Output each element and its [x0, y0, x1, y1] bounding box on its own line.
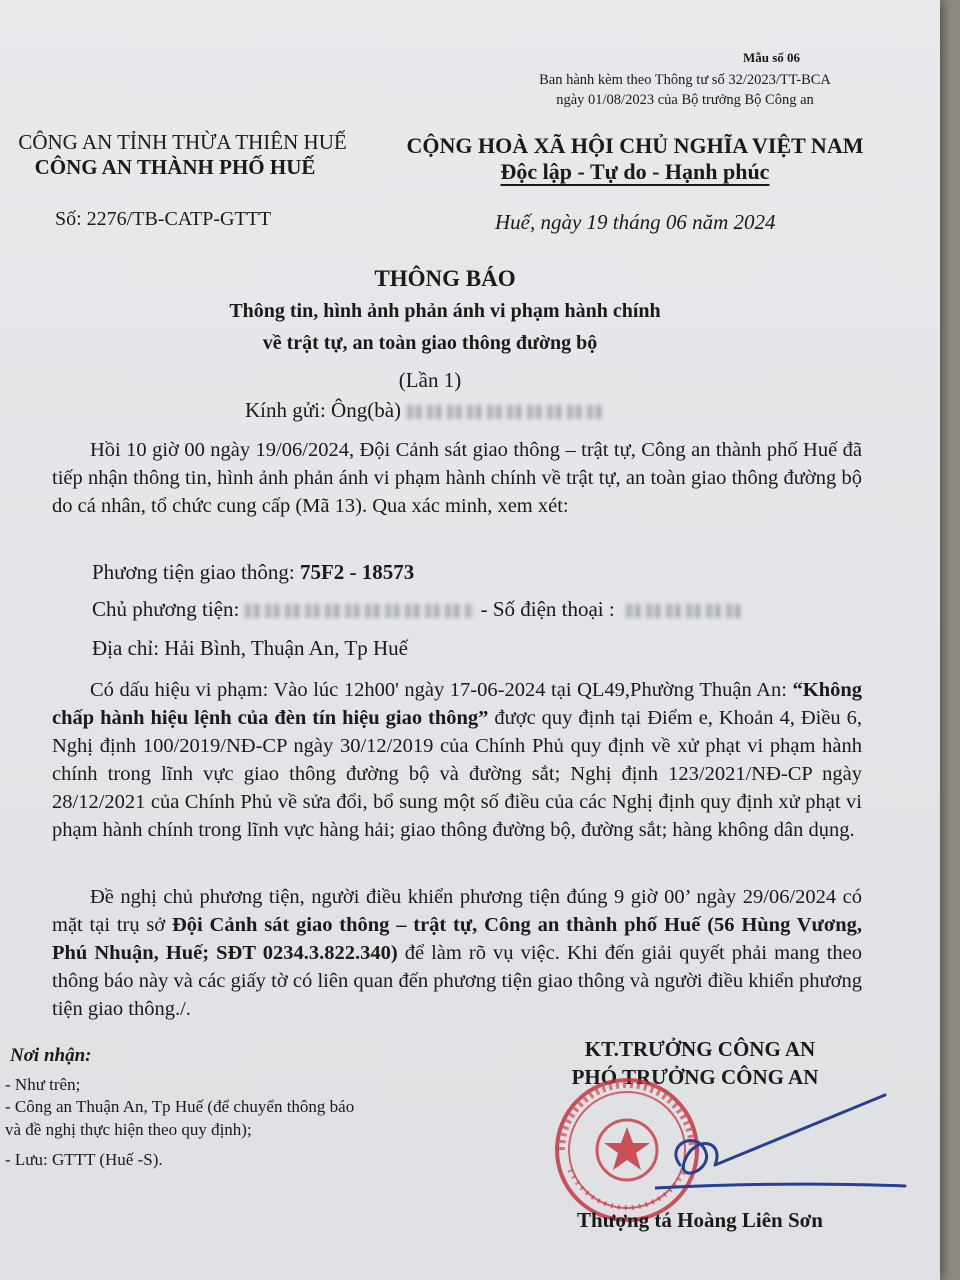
violation-text-a: Có dấu hiệu vi phạm: Vào lúc 12h00' ngày 17-06-2024 tại QL49,Phường Thuận An: — [90, 679, 793, 701]
signer-name: Thượng tá Hoàng Liên Sơn — [577, 1208, 823, 1232]
address-line: Địa chỉ: Hải Bình, Thuận An, Tp Huế — [92, 636, 408, 660]
vehicle-label: Phương tiện giao thông: — [92, 560, 300, 584]
signature-title-1: KT.TRƯỞNG CÔNG AN — [584, 1037, 816, 1061]
document-subtitle-2: về trật tự, an toàn giao thông đường bộ — [262, 332, 598, 354]
form-reference-line-2: ngày 01/08/2023 của Bộ trưởng Bộ Công an — [556, 92, 814, 108]
redacted-phone — [626, 604, 746, 618]
phone-label: - Số điện thoại : — [475, 597, 620, 621]
document-number: Số: 2276/TB-CATP-GTTT — [55, 208, 272, 230]
recipients-title: Nơi nhận: — [10, 1045, 92, 1066]
request-text-a: Đề nghị chủ phương tiện, người điều khiển phương tiện đúng 9 giờ 00’ ngày 29/06/2024 có mặt tại trụ sở — [52, 886, 862, 936]
recipient-label: Kính gửi: Ông(bà) — [245, 398, 402, 422]
org-name: CÔNG AN THÀNH PHỐ HUẾ — [34, 155, 316, 179]
recipient-item: và đề nghị thực hiện theo quy định); — [5, 1120, 252, 1139]
notice-round: (Lần 1) — [398, 368, 462, 392]
owner-label: Chủ phương tiện: — [92, 597, 240, 621]
recipient-line — [245, 398, 607, 423]
vehicle-plate: 75F2 - 18573 — [299, 560, 415, 584]
vehicle-line — [92, 560, 414, 585]
paragraph-intro: Hồi 10 giờ 00 ngày 19/06/2024, Đội Cảnh sát giao thông – trật tự, Công an thành phố Huế đã tiếp nhận thông tin, hình ảnh phản ánh vi phạm hành chính về trật tự, an toàn giao thông đường bộ do cá nhân, tổ chức cung cấp (Mã 13). Qua xác minh, xem xét: — [52, 439, 862, 517]
national-motto: Độc lập - Tự do - Hạnh phúc — [500, 159, 770, 184]
violation-text-b: được quy định tại Điểm e, Khoản 4, Điều 6, Nghị định 100/2019/NĐ-CP ngày 30/12/2019 của Chính Phủ quy định về xử phạt vi phạm hành chính trong lĩnh vực giao thông đường bộ và đường sắt; Nghị định 123/2021/NĐ-CP ngày 28/12/2021 của Chính Phủ về sửa đổi, bổ sung một số điều của các Nghị định quy định xử phạt vi phạm hành chính trong lĩnh vực hàng hải; giao thông đường bộ, đường sắt; hàng không dân dụng. — [52, 707, 863, 841]
document-title: THÔNG BÁO — [374, 266, 516, 291]
recipient-item: - Công an Thuận An, Tp Huế (để chuyển thông báo — [5, 1097, 355, 1116]
redacted-name — [407, 405, 607, 419]
signature-title-2: PHÓ TRƯỞNG CÔNG AN — [571, 1065, 819, 1089]
paragraph-request — [52, 883, 862, 1023]
recipient-item: - Lưu: GTTT (Huế -S). — [5, 1150, 163, 1169]
request-text-b: để làm rõ vụ việc. Khi đến giải quyết phải mang theo thông báo này và các giấy tờ có liên quan đến phương tiện giao thông và người điều khiển phương tiện giao thông./. — [52, 942, 862, 1020]
org-parent: CÔNG AN TỈNH THỪA THIÊN HUẾ — [18, 130, 347, 154]
form-reference — [520, 70, 850, 110]
violation-bold: “Không chấp hành hiệu lệnh của đèn tín hiệu giao thông” — [52, 679, 862, 729]
handwritten-signature-icon — [655, 1090, 915, 1210]
form-reference-line-1: Ban hành kèm theo Thông tư số 32/2023/TT-BCA — [539, 72, 831, 88]
form-number: Mẫu số 06 — [742, 50, 800, 65]
redacted-owner — [245, 604, 475, 618]
nation-title: CỘNG HOÀ XÃ HỘI CHỦ NGHĨA VIỆT NAM — [406, 133, 864, 158]
document-subtitle-1: Thông tin, hình ảnh phản ánh vi phạm hành chính — [229, 300, 661, 322]
owner-line — [92, 597, 746, 622]
request-bold: Đội Cảnh sát giao thông – trật tự, Công an thành phố Huế (56 Hùng Vương, Phú Nhuận, Huế; SĐT 0234.3.822.340) — [52, 914, 862, 964]
document-date: Huế, ngày 19 tháng 06 năm 2024 — [495, 210, 776, 234]
paragraph-violation — [52, 676, 862, 844]
recipient-item: - Như trên; — [5, 1075, 81, 1094]
